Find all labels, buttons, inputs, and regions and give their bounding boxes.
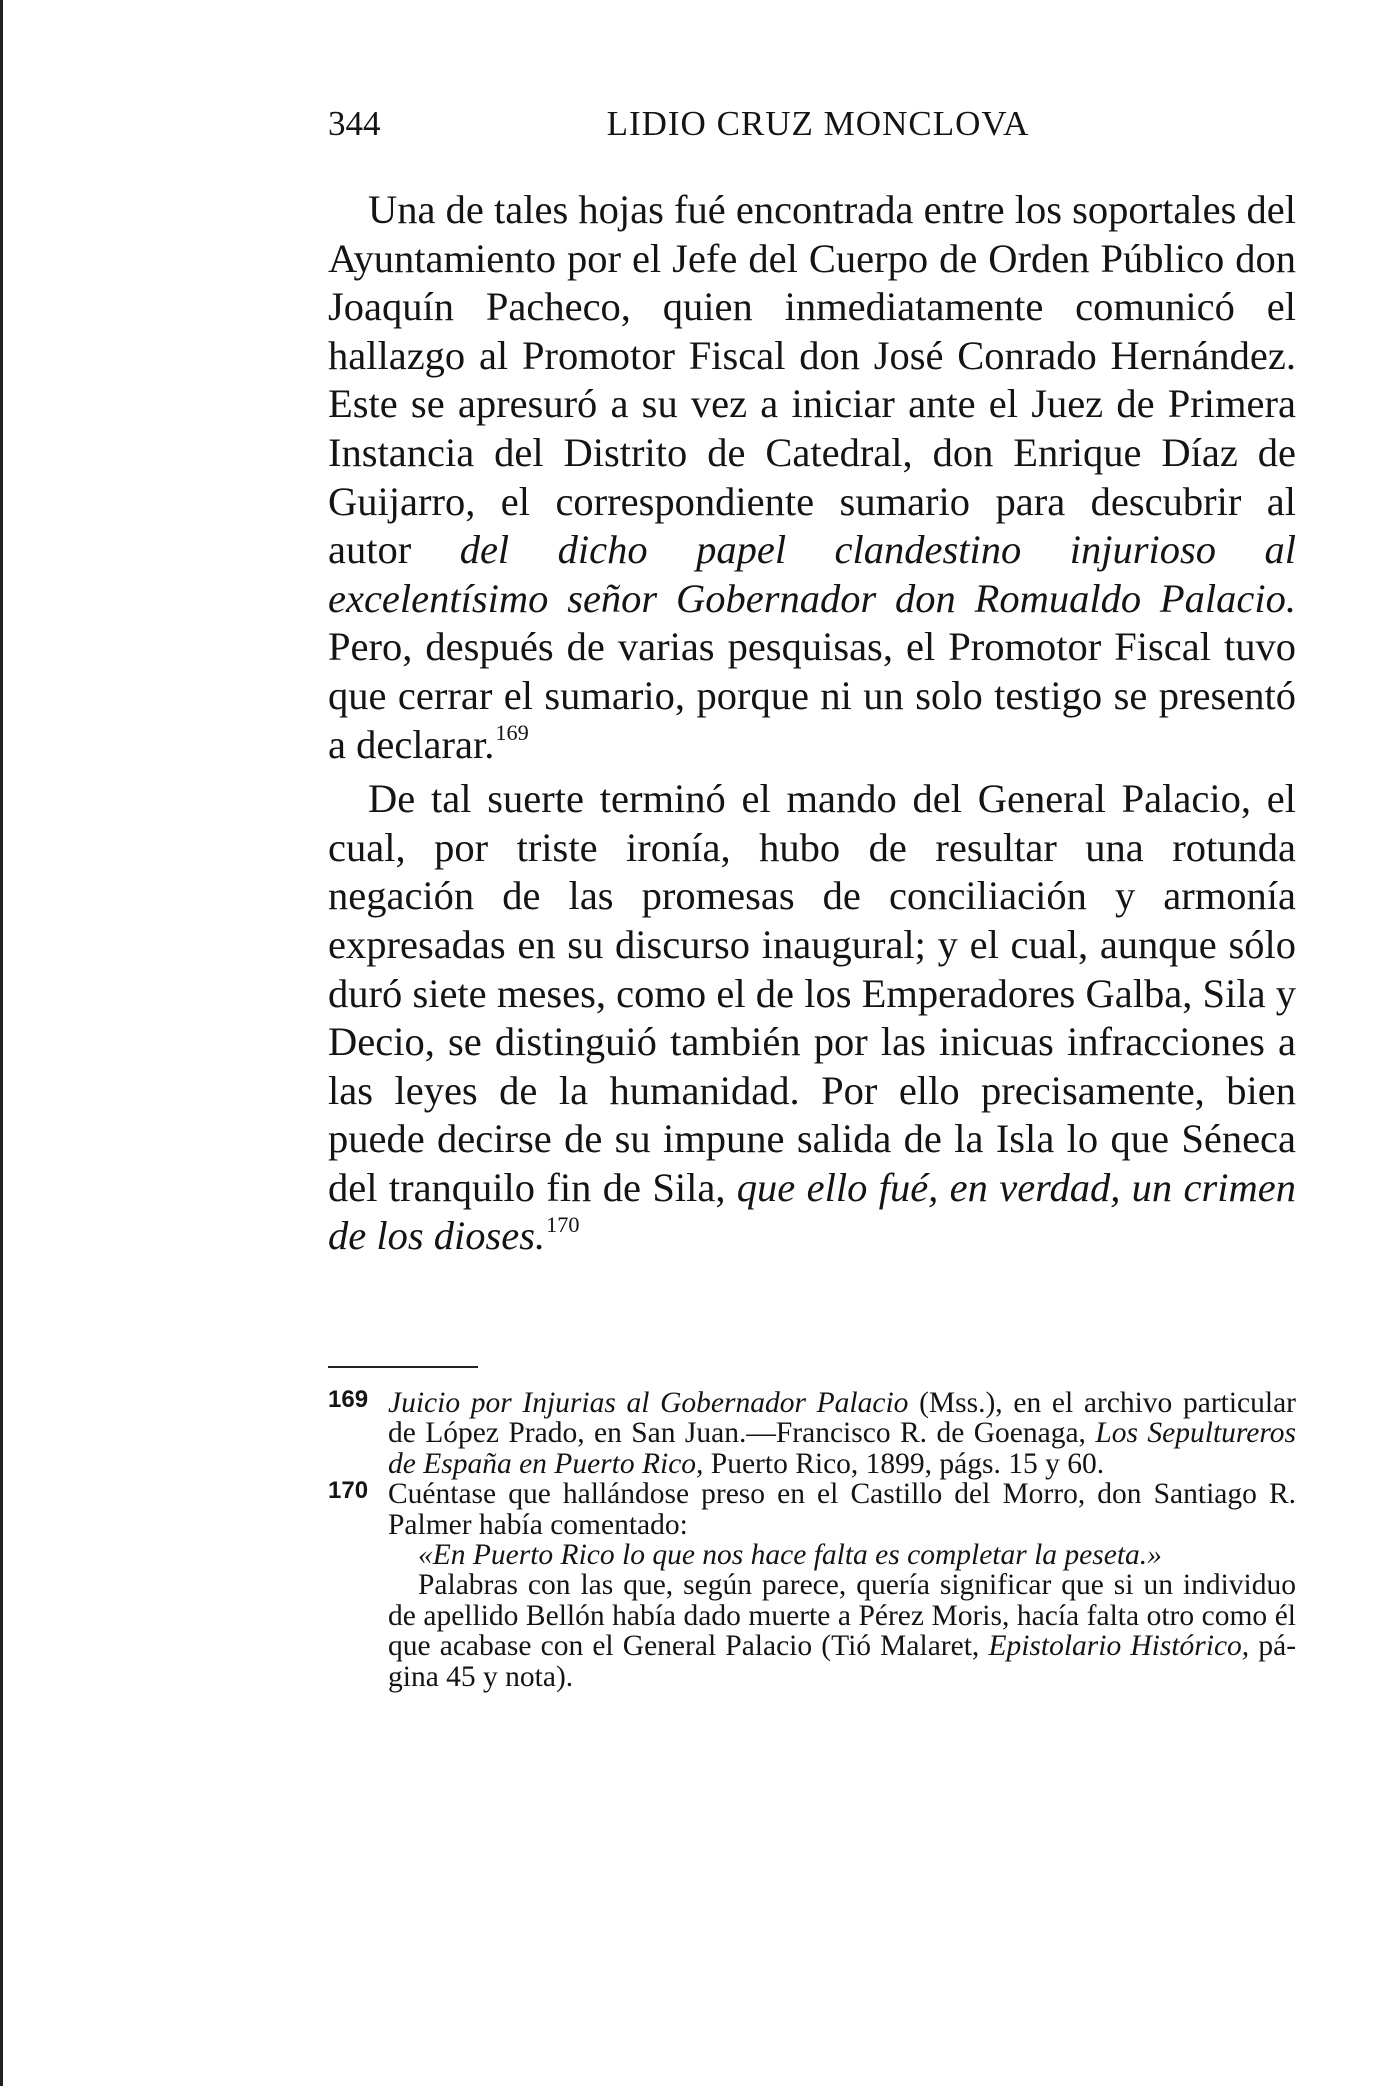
page-header xyxy=(328,100,1308,148)
footnote-170-text-b: página 45 y nota). xyxy=(388,1630,1297,1693)
footnote-169-italic-book: Los Sepultureros de España en Puerto Rico, xyxy=(388,1417,1296,1480)
footnote-number: 169 xyxy=(328,1386,369,1413)
footnote-ref-169: 169 xyxy=(495,719,529,745)
footnote-ref-170: 170 xyxy=(546,1211,580,1237)
paragraph-2-text-a: De tal suerte terminó el mando del General Palacio, el cual, por triste ironía, hubo de resultar una rotunda negación de las promesas de conciliación y armonía expresadas en su discurso inaugural; y el cual, aunque sólo duró siete meses, como el de los Emperadores Galba, Sila y Decio, se distinguió también por las inicuas infracciones a las leyes de la humanidad. Por ello precisamente, bien puede decirse de su impune salida de la Isla lo que Séneca del tranquilo fin de Sila, xyxy=(328,776,1296,1210)
paragraph-1-italic: del dicho papel clandestino injurioso al excelentísimo señor Gobernador don Romualdo Palacio. xyxy=(328,527,1297,621)
scan-edge-rule xyxy=(0,0,3,2086)
running-title: LIDIO CRUZ MONCLOVA xyxy=(606,104,1030,143)
body-paragraph-2 xyxy=(328,775,1296,1261)
footnote-169-italic-title: Juicio por Injurias al Gobernador Palacio xyxy=(388,1387,909,1419)
paragraph-1-text-a: Una de tales hojas fué encontrada entre los soportales del Ayuntamiento por el Jefe del Cuerpo de Orden Público don Joaquín Pacheco, quien inmediatamente comunicó el hallazgo al Promotor Fiscal don José Conrado Hernández. Este se apresuró a su vez a iniciar ante el Juez de Primera Instancia del Distrito de Catedral, don Enrique Díaz de Guijarro, el correspondiente sumario para descubrir al autor xyxy=(328,187,1296,573)
footnote-169-text xyxy=(388,1388,1296,1479)
footnote-169-text-b: Puerto Rico, 1899, págs. 15 y 60. xyxy=(703,1447,1105,1480)
footnote-170-quote xyxy=(388,1540,1296,1570)
main-text xyxy=(328,186,1296,1261)
paragraph-1-text-b: Pero, después de varias pesquisas, el Promotor Fiscal tuvo que cerrar el sumario, porque ni un solo testigo se presentó a declarar. xyxy=(328,624,1296,767)
footnote-170-quote-text: «En Puerto Rico lo que nos hace falta es completar la peseta.» xyxy=(418,1539,1162,1572)
footnote-divider xyxy=(328,1366,478,1368)
footnote-number: 170 xyxy=(328,1477,369,1505)
footnote-170-italic-book: Epistolario Histórico, xyxy=(988,1630,1250,1663)
paragraph-2-italic: que ello fué, en verdad, un crimen de los dioses. xyxy=(328,1164,1296,1259)
footnote-170 xyxy=(328,1479,1296,1692)
footnote-169 xyxy=(328,1388,1296,1479)
body-paragraph-1 xyxy=(328,186,1296,769)
footnote-170-text-a: Palabras con las que, según parece, quería significar que si un individuo de apellido Bellón había dado muerte a Pérez Moris, hacía falta otro como él que acabase con el General Palacio (Tió Malaret, xyxy=(388,1569,1296,1663)
footnotes xyxy=(328,1388,1296,1692)
footnote-170-commentary xyxy=(388,1570,1296,1692)
footnote-169-text-a: (Mss.), en el archivo particular de López Prado, en San Juan.—Francisco R. de Goenaga, xyxy=(388,1387,1296,1450)
page-number: 344 xyxy=(328,104,381,143)
footnote-170-intro: Cuéntase que hallándose preso en el Castillo del Morro, don Santiago R. Palmer había comentado: xyxy=(388,1478,1296,1541)
